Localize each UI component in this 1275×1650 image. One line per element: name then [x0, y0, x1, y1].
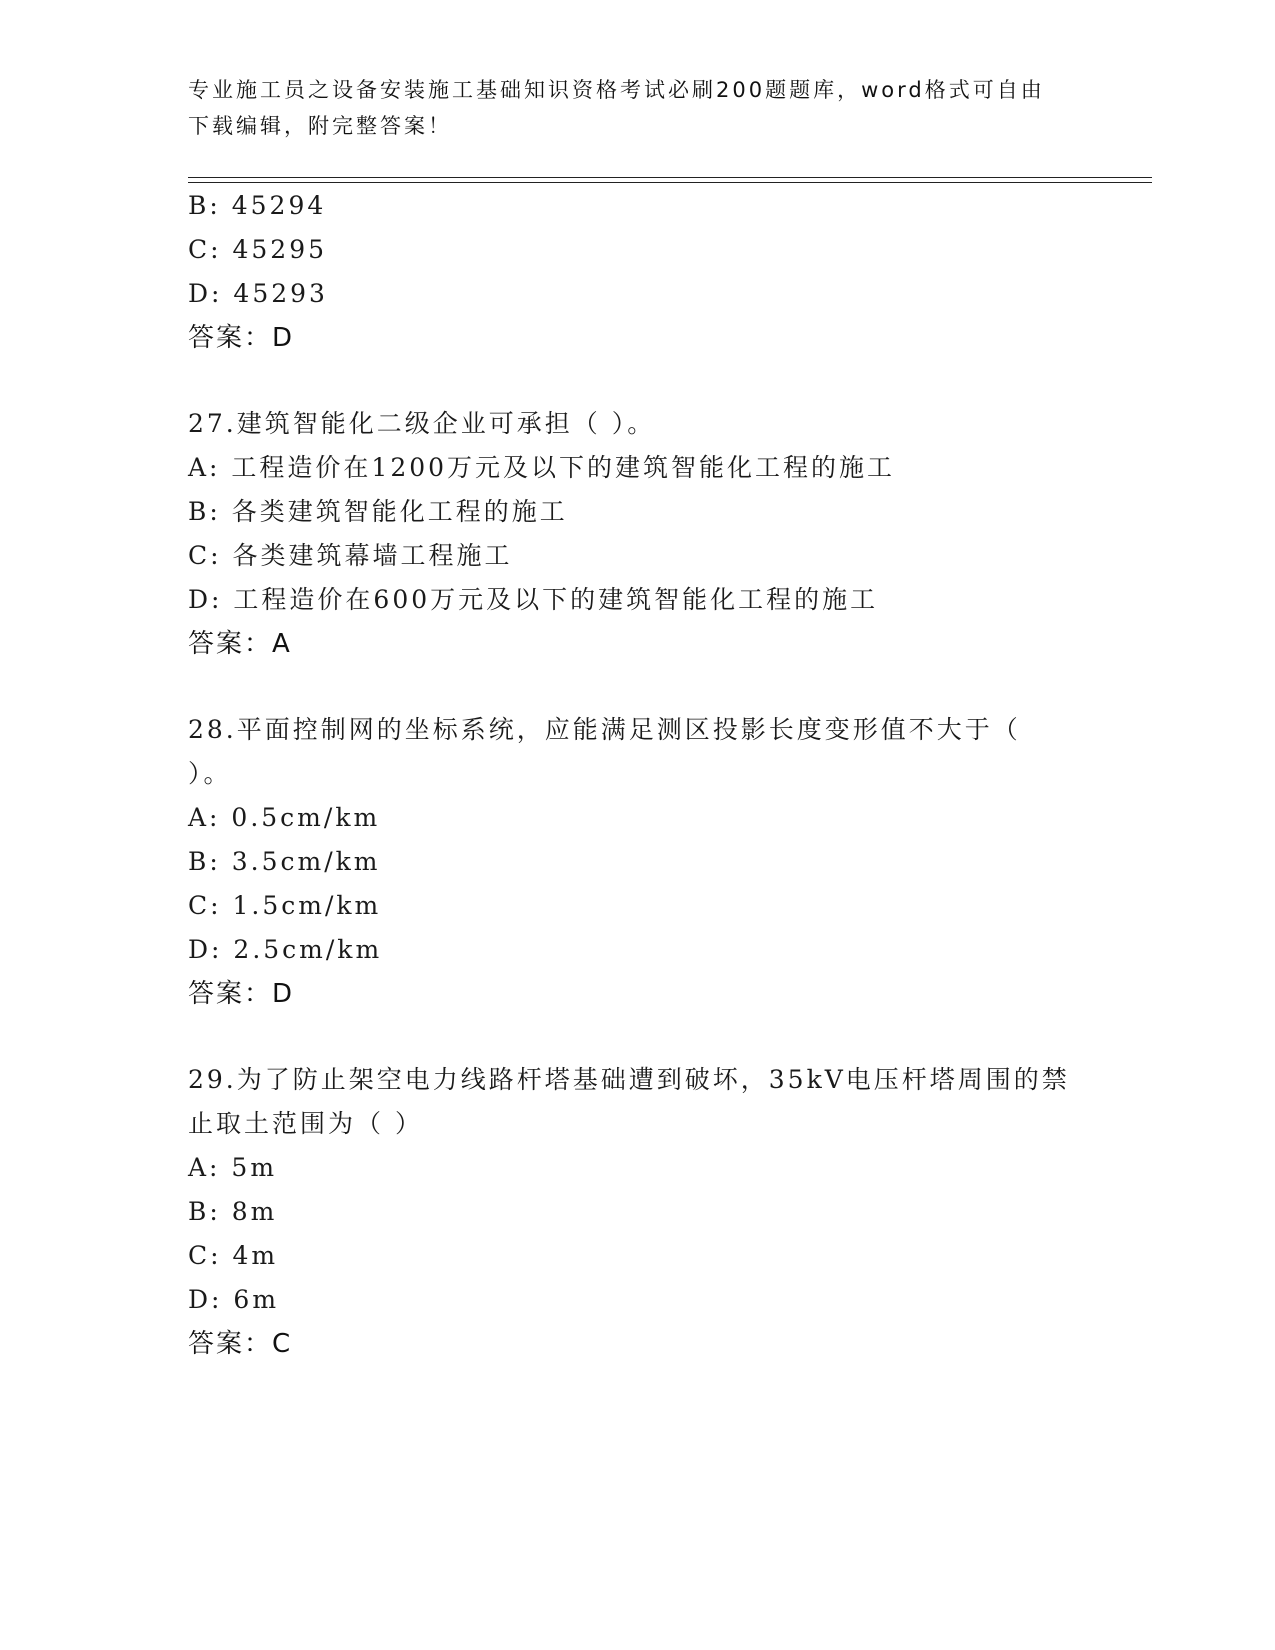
q29-option-b: B: 8m	[188, 1197, 278, 1226]
q28-option-c: C: 1.5cm/km	[188, 891, 382, 920]
document-header	[188, 72, 1088, 144]
q26-option-b: B: 45294	[188, 191, 327, 220]
q27-answer: 答案：A	[188, 629, 292, 659]
q29-option-d: D: 6m	[188, 1285, 280, 1314]
q26-answer: 答案：D	[188, 323, 295, 353]
q27-stem: 27.建筑智能化二级企业可承担（ ）。	[188, 409, 656, 438]
q28-stem-line-1: 28.平面控制网的坐标系统，应能满足测区投影长度变形值不大于（	[188, 715, 1021, 744]
q28-option-a: A: 0.5cm/km	[188, 803, 381, 832]
q27-option-c: C: 各类建筑幕墙工程施工	[188, 541, 513, 570]
q29-answer: 答案：C	[188, 1329, 293, 1359]
q27-option-d: D: 工程造价在600万元及以下的建筑智能化工程的施工	[188, 585, 879, 614]
q28-option-b: B: 3.5cm/km	[188, 847, 381, 876]
q26-option-c: C: 45295	[188, 235, 328, 264]
q29-stem-line-2: 止取土范围为（ ）	[188, 1109, 423, 1138]
q28-stem-line-2: ）。	[188, 759, 232, 788]
q29-option-a: A: 5m	[188, 1153, 278, 1182]
q28-answer: 答案：D	[188, 979, 295, 1009]
header-divider-top	[188, 177, 1152, 178]
header-title-line-2: 下载编辑，附完整答案！	[188, 114, 452, 138]
q29-option-c: C: 4m	[188, 1241, 279, 1270]
q27-option-a: A: 工程造价在1200万元及以下的建筑智能化工程的施工	[188, 453, 896, 482]
header-title-line-1: 专业施工员之设备安装施工基础知识资格考试必刷200题题库，word格式可自由	[188, 78, 1045, 102]
q28-option-d: D: 2.5cm/km	[188, 935, 383, 964]
header-divider-bottom	[188, 182, 1152, 183]
q26-option-d: D: 45293	[188, 279, 328, 308]
q29-stem-line-1: 29.为了防止架空电力线路杆塔基础遭到破坏，35kV电压杆塔周围的禁	[188, 1065, 1070, 1094]
q27-option-b: B: 各类建筑智能化工程的施工	[188, 497, 568, 526]
